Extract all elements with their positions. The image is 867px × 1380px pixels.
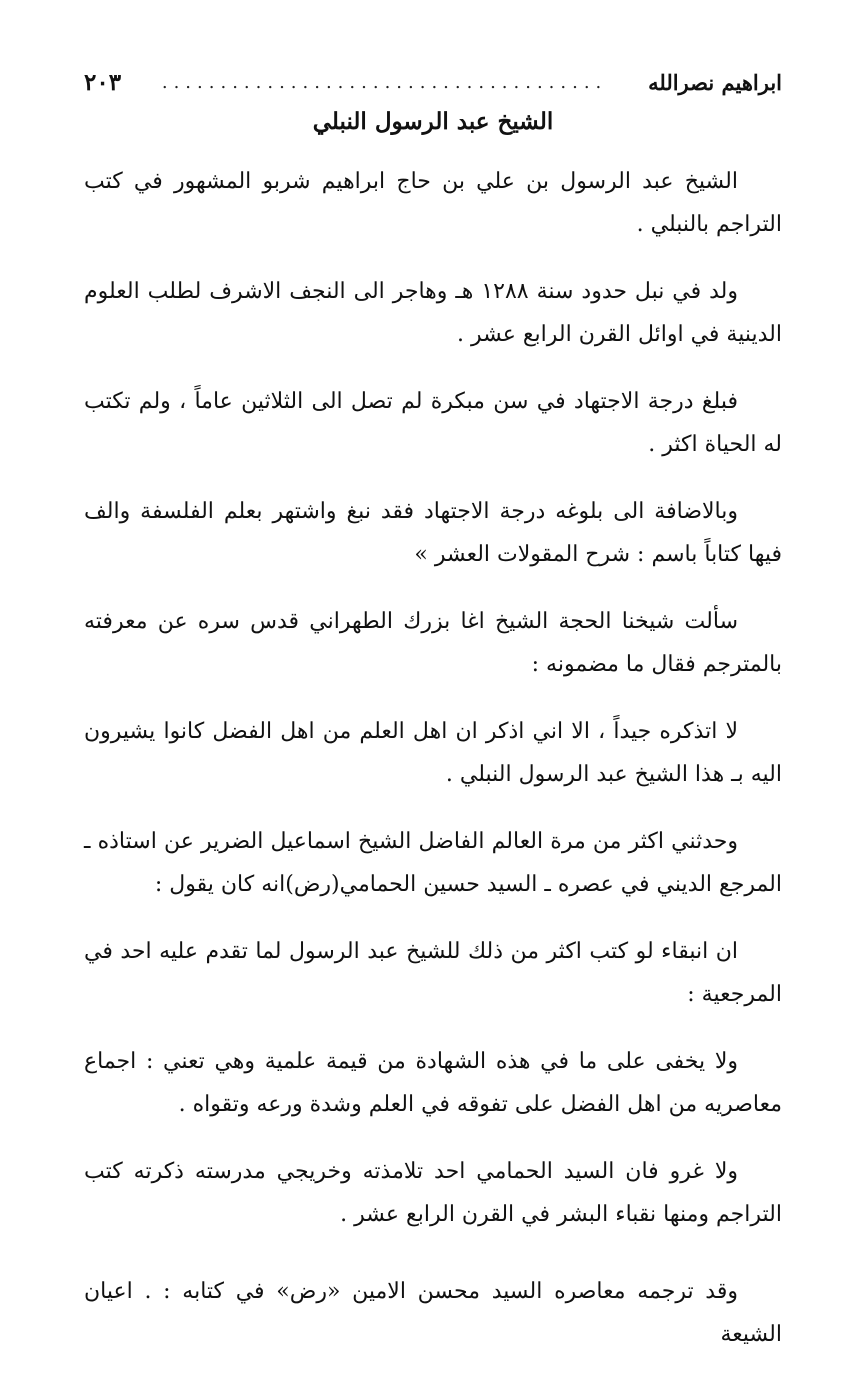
page-number: ٢٠٣ (84, 68, 122, 96)
paragraph: سألت شيخنا الحجة الشيخ اغا بزرك الطهراني قدس سره عن معرفته بالمترجم فقال ما مضمونه : (84, 609, 782, 677)
paragraph: لا اتذكره جيداً ، الا اني اذكر ان اهل العلم من اهل الفضل كانوا يشيرون اليه بـ هذا الشيخ عبد الرسول النبلي . (84, 719, 782, 787)
body-text (84, 160, 782, 1380)
paragraph: وحدثني اكثر من مرة العالم الفاضل الشيخ اسماعيل الضرير عن استاذه ـ المرجع الديني في عصره ـ السيد حسين الحمامي(رض)انه كان يقول : (84, 829, 782, 897)
running-title: ابراهيم نصرالله (648, 69, 782, 95)
section-title: الشيخ عبد الرسول النبلي (312, 108, 554, 135)
paragraph: فبلغ درجة الاجتهاد في سن مبكرة لم تصل الى الثلاثين عاماً ، ولم تكتب له الحياة اكثر . (84, 389, 782, 457)
paragraph: ان انبقاء لو كتب اكثر من ذلك للشيخ عبد الرسول لما تقدم عليه احد في المرجعية : (84, 939, 782, 1007)
paragraph: ولا يخفى على ما في هذه الشهادة من قيمة علمية وهي تعني : اجماع معاصريه من اهل الفضل على تفوقه في العلم وشدة ورعه وتقواه . (84, 1049, 782, 1117)
leader-dots: ...................................... (161, 71, 608, 93)
running-header (84, 64, 782, 100)
paragraph: ولا غرو فان السيد الحمامي احد تلامذته وخريجي مدرسته ذكرته كتب التراجم ومنها نقباء البشر في القرن الرابع عشر . (84, 1159, 782, 1227)
paragraph: وبالاضافة الى بلوغه درجة الاجتهاد فقد نبغ واشتهر بعلم الفلسفة والف فيها كتاباً باسم : شرح المقولات العشر » (84, 499, 782, 567)
paragraph: ولد في نبل حدود سنة ١٢٨٨ هـ وهاجر الى النجف الاشرف لطلب العلوم الدينية في اوائل القرن الرابع عشر . (84, 279, 782, 347)
paragraph: وقد ترجمه معاصره السيد محسن الامين «رض» في كتابه : . اعيان الشيعة (84, 1279, 782, 1347)
paragraph: الشيخ عبد الرسول بن علي بن حاج ابراهيم شربو المشهور في كتب التراجم بالنبلي . (84, 169, 782, 237)
